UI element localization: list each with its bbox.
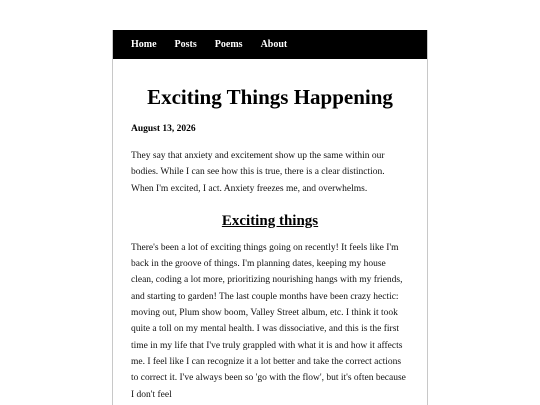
body-paragraph: There's been a lot of exciting things going on recently! It feels like I'm back in the groove of things. I'm planning dates, keeping my house clean, coding a lot more, prioritizing nourishing hangs with my friends, and starting to garden! The last couple months have been crazy hectic: moving out, Plum show boom, Valley Street album, etc. I think it took quite a toll on my mental health. I was dissociative, and this is the first time in my life that I've truly grappled with what it is and how it affects me. I feel like I can recognize it a lot better and take the correct actions to correct it. I've always been so 'go with the flow', but it's often because I don't feel	[131, 242, 406, 400]
post-content	[113, 84, 427, 403]
blog-page	[112, 30, 428, 405]
nav-link-about[interactable]: About	[260, 39, 288, 50]
nav-link-posts[interactable]: Posts	[174, 39, 197, 50]
post-date: August 13, 2026	[131, 124, 196, 134]
post-title: Exciting Things Happening	[147, 85, 393, 109]
section-heading: Exciting things	[221, 212, 319, 229]
nav-link-home[interactable]: Home	[131, 39, 157, 50]
top-navbar	[113, 30, 427, 59]
nav-link-poems[interactable]: Poems	[214, 39, 243, 50]
intro-paragraph: They say that anxiety and excitement show up the same within our bodies. While I can see how this is true, there is a clear distinction. When I'm excited, I act. Anxiety freezes me, and overwhelms.	[131, 151, 385, 194]
